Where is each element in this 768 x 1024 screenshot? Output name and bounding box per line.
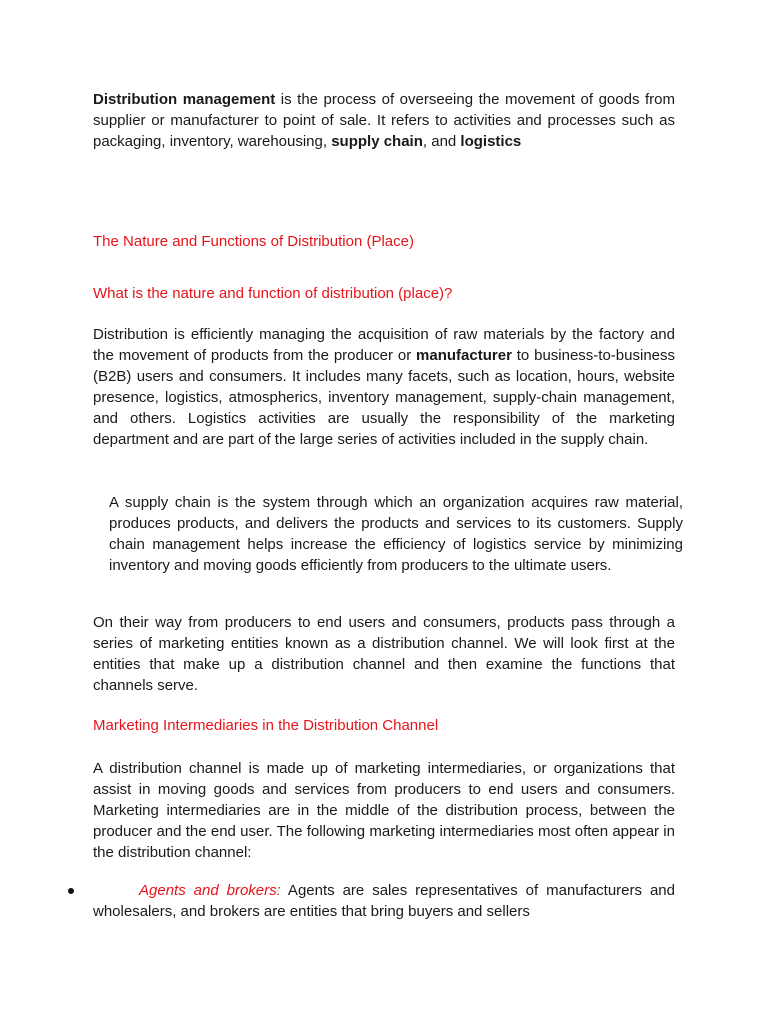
- para1-text-1: Distribution is efficiently managing the acquisition of raw materials by the factory and the movement of products from the producer or: [93, 326, 675, 364]
- intro-text-2: , and: [422, 133, 461, 150]
- question-heading: What is the nature and function of distribution (place)?: [93, 285, 453, 302]
- bullet-text: Agents are sales representatives of manufacturers and wholesalers, and brokers are entities that bring buyers and sellers: [93, 882, 675, 920]
- paragraph-distribution-channel: On their way from producers to end users and consumers, products pass through a series of marketing entities known as a distribution channel. We will look first at the entities that make up a distribution channel and then examine the functions that channels serve.: [93, 614, 675, 694]
- bullet-icon: [68, 888, 74, 894]
- paragraph-supply-chain: A supply chain is the system through which an organization acquires raw material, produces products, and delivers the products and services to its customers. Supply chain management helps increase the efficiency of logistics service by minimizing inventory and moving goods efficiently from producers to the ultimate users.: [109, 494, 683, 574]
- para1-text-2: to business-to-business (B2B) users and consumers. It includes many facets, such as location, hours, website presence, logistics, atmospherics, inventory management, supply-chain management, and others. Logistics activities are usually the responsibility of the marketing department and are part of the large series of activities included in the supply chain.: [93, 347, 676, 448]
- intro-supply-chain: supply chain: [331, 133, 423, 150]
- intro-term: Distribution management: [93, 91, 276, 108]
- intro-logistics: logistics: [460, 133, 522, 150]
- section-heading-nature: The Nature and Functions of Distribution (Place): [93, 233, 414, 250]
- bullet-term: Agents and brokers:: [139, 882, 281, 899]
- paragraph-distribution: [93, 324, 675, 450]
- paragraph-intermediaries: A distribution channel is made up of marketing intermediaries, or organizations that assist in moving goods and services from producers to end users and consumers. Marketing intermediaries are in the middle of the distribution process, between the producer and the end user. The following marketing intermediaries most often appear in the distribution channel:: [93, 760, 675, 861]
- para1-manufacturer: manufacturer: [416, 347, 512, 364]
- intro-paragraph: [93, 89, 675, 152]
- section-heading-intermediaries: Marketing Intermediaries in the Distribution Channel: [93, 717, 439, 734]
- bullet-item-agents: [93, 880, 675, 922]
- intro-text-1: is the process of overseeing the movement of goods from supplier or manufacturer to point of sale. It refers to activities and processes such as packaging, inventory, warehousing,: [93, 91, 676, 150]
